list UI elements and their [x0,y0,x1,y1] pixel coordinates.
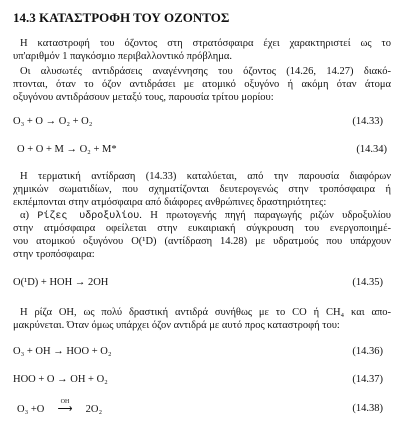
paragraph-4-line-3: νου ατομικού οξυγόνου O(¹D) (αντίδραση 14.28) με υδρατμούς που υπάρχουν [13,236,391,247]
catalyst-label: OH [60,399,70,405]
paragraph-1-line-1: Η καταστροφή του όζοντος στη στρατόσφαιρα έχει χαρακτηριστεί ως το [20,38,391,49]
catalyzed-arrow: OH ⟶ [47,403,83,415]
equation-formula: O₃ + O → O₂ + O₂ [13,116,93,127]
section-title: 14.3 ΚΑΤΑΣΤΡΟΦΗ ΤΟΥ ΟΖΟΝΤΟΣ [13,10,230,25]
paragraph-4-line-4: στην τροπόσφαιρα: [13,249,95,260]
subsection-heading: Ρίζες υδροξυλίου [37,211,140,222]
equation-formula [17,399,103,415]
equation-14-38 [13,399,391,417]
equation-formula: HOO + O → OH + O₂ [13,374,108,385]
products: 2O₂ [85,404,103,415]
equation-number: (14.36) [352,346,383,357]
equation-formula: O + O + M → O₂ + M* [17,144,117,155]
equation-formula: O₃ + OH → HOO + O₂ [13,346,112,357]
paragraph-3-line-3: εκπέμπονται στην ατμόσφαιρα από διάφορες ανθρώπινες δραστηριότητες: [13,197,327,208]
paragraph-3-line-1: Η τερματική αντίδραση (14.33) καταλύεται, από την παρουσία διαφόρων [20,171,391,182]
equation-number: (14.37) [352,374,383,385]
paragraph-2-line-1: Οι αλυσωτές αντιδράσεις αναγέννησης του όζοντος (14.26, 14.27) διακό- [20,66,391,77]
equation-14-36 [13,346,391,360]
equation-14-37 [13,374,391,388]
equation-14-33 [13,116,391,130]
paragraph-2-line-2: πτονται, όταν το όζον αντιδράσει με ατομικό οξυγόνο ή ακόμη όταν άτομα [13,79,391,90]
item-prefix: α) [20,210,38,221]
reactants: O₃ +O [17,404,45,415]
equation-number: (14.34) [356,144,387,155]
paragraph-3-line-2: χημικών σωματιδίων, που σχηματίζονται δευτερογενώς στην τροπόσφαιρα ή [13,184,391,195]
equation-number: (14.33) [352,116,383,127]
equation-14-34 [13,144,391,158]
paragraph-1-line-2: υπ'αριθμόν 1 παγκόσμιο περιβαλλοντικό πρόβλημα. [13,51,233,62]
paragraph-5-line-1: Η ρίζα OH, ως πολύ δραστική αντιδρά συνήθως με το CO ή CH₄ και απο- [20,307,391,318]
equation-number: (14.38) [352,403,383,414]
paragraph-4-line-1 [20,210,391,223]
paragraph-2-line-3: οξυγόνου αντιδράσουν μεταξύ τους, παρουσία τρίτου μορίου: [13,92,274,103]
equation-14-35 [13,277,391,291]
paragraph-4-line-2: στην ατμόσφαιρα οφείλεται στην ευκαιριακή σύγκρουση του ενεργοποιημέ- [13,223,391,234]
item-text: . Η πρωτογενής πηγή παραγωγής ριζών υδροξυλίου [139,210,392,221]
paragraph-5-line-2: μακρύνεται. Όταν όμως υπάρχει όζον αντιδρά με αυτό προς καταστροφή του: [13,320,340,331]
equation-number: (14.35) [352,277,383,288]
equation-formula: O(¹D) + HOH → 2OH [13,277,109,288]
